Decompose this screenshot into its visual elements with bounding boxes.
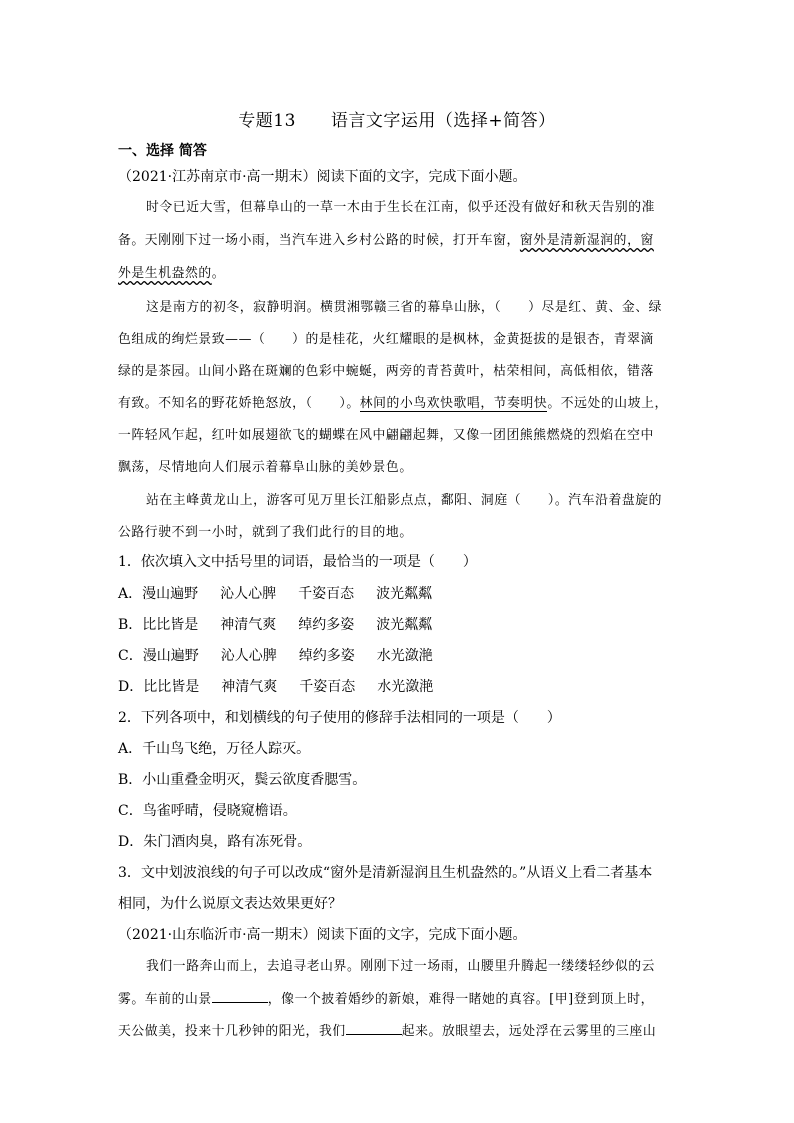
passage1-line: 飘荡，尽情地向人们展示着幕阜山脉的美妙景色。	[118, 460, 413, 475]
question-1-option-c	[118, 645, 433, 665]
option-word: 波光粼粼	[376, 617, 433, 633]
passage1-text: 备。天刚刚下过一场小雨，当汽车进入乡村公路的时候，打开车窗，	[118, 233, 520, 248]
option-word: 水光潋滟	[376, 648, 433, 664]
question-1-option-b	[118, 614, 432, 634]
question-2-option-b: B．小山重叠金明灭，鬓云欲度香腮雪。	[118, 772, 367, 788]
page-title: 专题13 语言文字运用（选择+简答）	[238, 111, 556, 131]
passage1-text: 。	[211, 266, 226, 281]
option-word: A．漫山遍野	[118, 586, 199, 602]
option-word: 绰约多姿	[298, 617, 355, 633]
passage1-text: 有致。不知名的野花娇艳怒放，（ ）。	[118, 396, 360, 411]
question-1-option-a	[118, 583, 432, 603]
option-word: C．漫山遍野	[118, 648, 199, 664]
option-word: 千姿百态	[298, 586, 355, 602]
passage1-line: 绿的是茶园。山间小路在斑斓的色彩中蜿蜒，两旁的青苔黄叶，枯荣相间，高低相依，错落	[118, 364, 654, 379]
question-2-option-d: D．朱门酒肉臭，路有冻死骨。	[118, 834, 312, 850]
option-word: 神清气爽	[220, 617, 277, 633]
passage2-text: 天公做美，投来十几秒钟的阳光，我们	[118, 1024, 346, 1039]
question-2-option-a: A．千山鸟飞绝，万径人踪灭。	[118, 741, 311, 757]
passage2-text: ，像一个披着婚纱的新娘，难得一睹她的真容。[甲]登到顶上时，	[267, 992, 655, 1007]
passage1-line	[118, 392, 678, 411]
passage1-line	[118, 229, 678, 248]
question-source-1: （2021·江苏南京市·高一期末）阅读下面的文字，完成下面小题。	[118, 169, 527, 185]
passage1-line: 色组成的绚烂景致——（ ）的是桂花，火红耀眼的是枫林，金黄挺拔的是银杏，青翠滴	[118, 332, 654, 347]
option-word: 绰约多姿	[298, 648, 355, 664]
passage2-line: 我们一路奔山而上，去追寻老山界。刚刚下过一场雨，山腰里升腾起一缕缕轻纱似的云	[146, 959, 656, 974]
question-1-stem: 1．依次填入文中括号里的词语，最恰当的一项是（ ）	[118, 554, 477, 570]
option-word: 沁人心脾	[220, 648, 277, 664]
section-heading: 一、选择 简答	[118, 143, 207, 159]
passage1-line: 站在主峰黄龙山上，游客可见万里长江船影点点，鄱阳、洞庭（ ）。汽车沿着盘旋的	[146, 493, 663, 508]
option-word: D．比比皆是	[118, 679, 200, 695]
question-3-line: 3．文中划波浪线的句子可以改成“窗外是清新湿润且生机盎然的。”从语义上看二者基本	[118, 865, 653, 881]
question-source-2: （2021·山东临沂市·高一期末）阅读下面的文字，完成下面小题。	[118, 927, 527, 943]
wavy-underlined-sentence: 外是生机盎然的	[118, 266, 212, 281]
option-word: 神清气爽	[221, 679, 278, 695]
passage1-line: 公路行驶不到一小时，就到了我们此行的目的地。	[118, 525, 413, 540]
question-2-stem: 2．下列各项中，和划横线的句子使用的修辞手法相同的一项是（ ）	[118, 710, 561, 726]
question-1-option-d	[118, 676, 433, 696]
underlined-sentence: 林间的小鸟欢快歌唱，节奏明快	[359, 396, 548, 411]
option-word: 水光潋滟	[377, 679, 434, 695]
question-2-option-c: C．鸟雀呼晴，侵晓窥檐语。	[118, 803, 297, 819]
passage2-line	[118, 988, 678, 1007]
passage1-line: 时令已近大雪，但幕阜山的一草一木由于生长在江南，似乎还没有做好和秋天告别的准	[146, 200, 656, 215]
passage1-line	[118, 262, 678, 281]
passage2-line	[118, 1020, 678, 1039]
question-3-line: 相同，为什么说原文表达效果更好？	[118, 896, 342, 912]
passage2-text: 雾。车前的山景	[118, 992, 212, 1007]
wavy-underlined-sentence: 窗外是清新湿润的，窗	[519, 233, 654, 248]
option-word: 波光粼粼	[376, 586, 433, 602]
fill-blank[interactable]	[212, 990, 268, 1003]
passage2-text: 起来。放眼望去，远处浮在云雾里的三座山	[401, 1024, 657, 1039]
passage1-text: 。不远处的山坡上，	[547, 396, 668, 411]
option-word: 千姿百态	[299, 679, 356, 695]
fill-blank[interactable]	[346, 1022, 402, 1035]
passage1-line: 这是南方的初冬，寂静明润。横贯湘鄂赣三省的幕阜山脉，（ ）尽是红、黄、金、绿	[146, 300, 663, 315]
option-word: 沁人心脾	[220, 586, 277, 602]
passage1-line: 一阵轻风乍起，红叶如展翅欲飞的蝴蝶在风中翩翩起舞，又像一团团熊熊燃烧的烈焰在空中	[118, 428, 654, 443]
option-word: B．比比皆是	[118, 617, 199, 633]
